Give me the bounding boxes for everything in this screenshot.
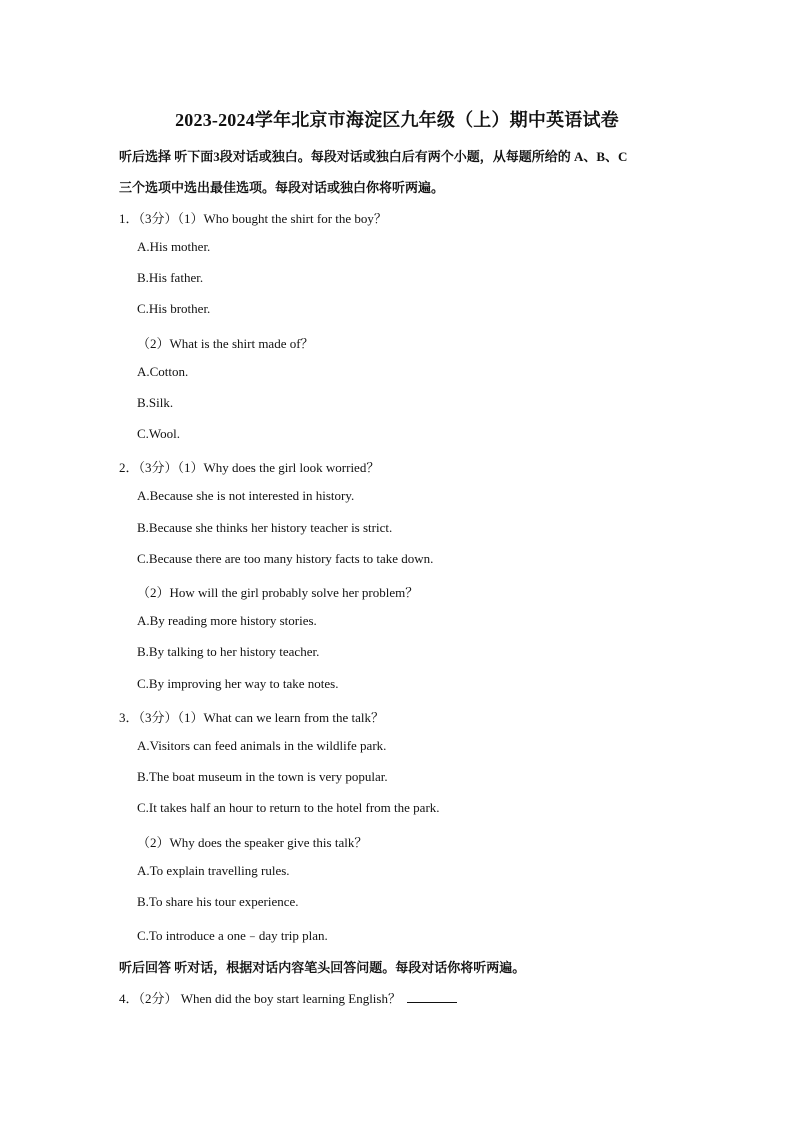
question-2-option-b: B.Because she thinks her history teacher is strict.	[137, 520, 393, 535]
question-2-sub2-option-b: B.By talking to her history teacher.	[137, 644, 320, 659]
question-2-option-c: C.Because there are too many history facts to take down.	[137, 551, 434, 566]
question-3-stem: 3．（3分）（1）What can we learn from the talk？	[119, 710, 384, 725]
question-3-option-a: A.Visitors can feed animals in the wildlife park.	[137, 738, 387, 753]
section1-instruction-line1: 听后选择 听下面3段对话或独白。每段对话或独白后有两个小题，从每题所给的 A、B、C	[119, 149, 628, 164]
section2-instruction: 听后回答 听对话，根据对话内容笔头回答问题。每段对话你将听两遍。	[119, 960, 526, 975]
question-4-stem: 4．（2分） When did the boy start learning English？	[119, 991, 401, 1006]
question-3-sub2-stem: （2）Why does the speaker give this talk？	[137, 835, 368, 850]
question-3-sub2-option-a: A.To explain travelling rules.	[137, 863, 290, 878]
question-2-stem: 2．（3分）（1）Why does the girl look worried？	[119, 460, 380, 475]
question-1-sub2-option-a: A.Cotton.	[137, 364, 189, 379]
question-2-sub2-stem: （2）How will the girl probably solve her problem？	[137, 585, 419, 600]
answer-blank[interactable]	[407, 990, 457, 1003]
question-2-sub2-option-c: C.By improving her way to take notes.	[137, 676, 339, 691]
question-1-stem: 1．（3分）（1）Who bought the shirt for the boy？	[119, 211, 387, 226]
question-1-option-b: B.His father.	[137, 270, 204, 285]
question-1-sub2-option-b: B.Silk.	[137, 395, 174, 410]
question-1-sub2-stem: （2）What is the shirt made of？	[137, 336, 314, 351]
question-1-sub2-option-c: C.Wool.	[137, 426, 181, 441]
page-title: 2023-2024学年北京市海淀区九年级（上）期中英语试卷	[175, 110, 619, 130]
question-2-option-a: A.Because she is not interested in history.	[137, 488, 355, 503]
question-3-option-b: B.The boat museum in the town is very popular.	[137, 769, 388, 784]
question-1-option-a: A.His mother.	[137, 239, 211, 254]
question-4	[119, 988, 457, 1007]
question-2-sub2-option-a: A.By reading more history stories.	[137, 613, 317, 628]
question-3-sub2-option-c: C.To introduce a one﹣day trip plan.	[137, 928, 328, 943]
question-3-option-c: C.It takes half an hour to return to the hotel from the park.	[137, 800, 440, 815]
question-1-option-c: C.His brother.	[137, 301, 211, 316]
question-3-sub2-option-b: B.To share his tour experience.	[137, 894, 299, 909]
section1-instruction-line2: 三个选项中选出最佳选项。每段对话或独白你将听两遍。	[119, 180, 445, 195]
